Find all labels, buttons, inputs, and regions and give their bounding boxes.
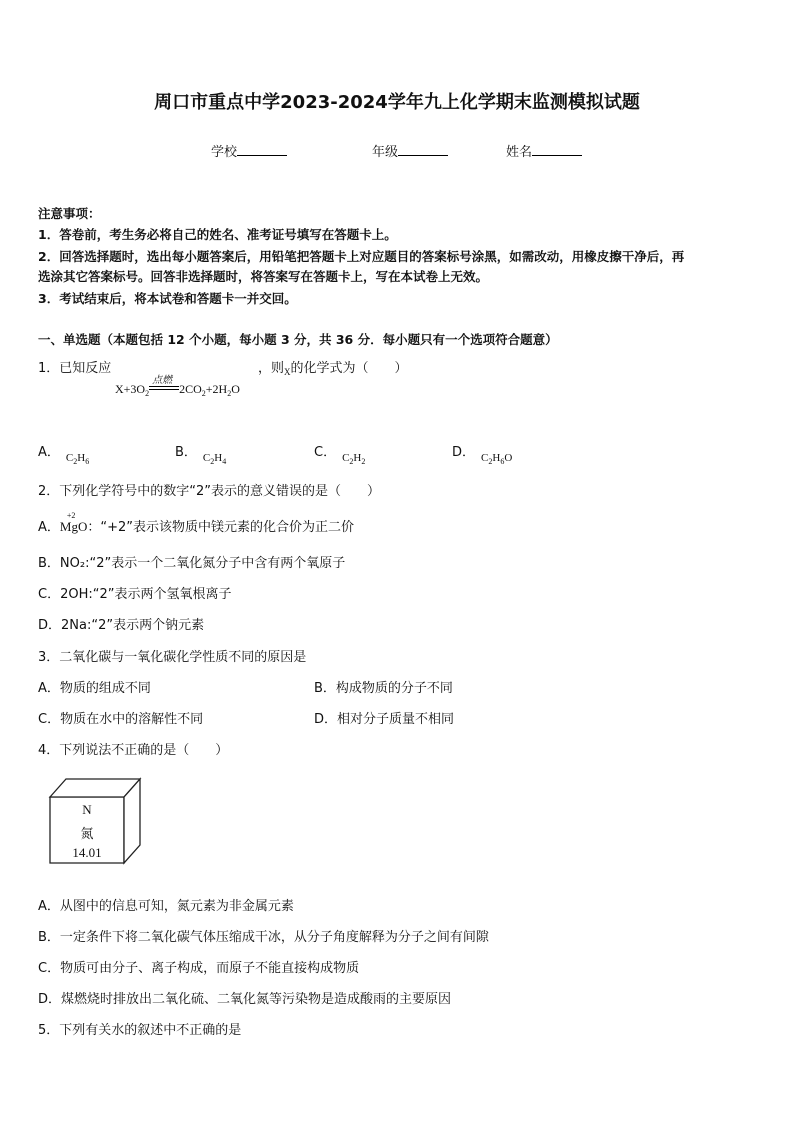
- q1-c-label: C．: [314, 445, 337, 460]
- q4-option-d[interactable]: D．煤燃烧时排放出二氧化硫、二氧化氮等污染物是造成酸雨的主要原因: [38, 992, 452, 1007]
- q4-option-a[interactable]: A．从图中的信息可知，氮元素为非金属元素: [38, 899, 294, 914]
- q1-c-h-sub: 2: [361, 457, 366, 466]
- q2-option-b[interactable]: B．NO₂:“2”表示一个二氧化氮分子中含有两个氧原子: [38, 556, 346, 571]
- element-name: 氮: [80, 827, 94, 842]
- question-1-stem-start: 1．已知反应: [38, 361, 112, 376]
- q1-a-h: H: [77, 452, 86, 464]
- notice-item-2-cont: 选涂其它答案标号。回答非选择题时，将答案写在答题卡上，写在本试卷上无效。: [38, 269, 489, 284]
- grade-label: 年级: [372, 145, 399, 160]
- q2-a-mgo: MgO: [59, 519, 88, 534]
- grade-blank[interactable]: [398, 143, 448, 156]
- eq-sub-h2o: 2: [227, 389, 232, 398]
- eq-h2: +2H: [205, 382, 228, 396]
- q1-b-formula: [203, 452, 226, 464]
- q1-a-formula: [66, 452, 89, 464]
- q2-a-valence: +2: [66, 511, 76, 520]
- q4-option-c[interactable]: C．物质可由分子、离子构成，而原子不能直接构成物质: [38, 961, 360, 976]
- q1-d-label: D．: [452, 445, 476, 460]
- q1-a-c-sub: 2: [73, 457, 78, 466]
- q1-b-c-sub: 2: [210, 457, 215, 466]
- q3-option-c[interactable]: C．物质在水中的溶解性不同: [38, 712, 204, 727]
- school-field: [211, 141, 287, 160]
- school-blank[interactable]: [237, 143, 287, 156]
- question-5-stem: 5．下列有关水的叙述中不正确的是: [38, 1023, 242, 1038]
- q1-c-c-sub: 2: [349, 457, 354, 466]
- eq-sub-o2: 2: [145, 389, 150, 398]
- q1-d-c-sub: 2: [488, 457, 493, 466]
- eq-sub-co2: 2: [201, 389, 206, 398]
- q2-option-a[interactable]: [38, 511, 354, 535]
- element-symbol: N: [82, 802, 92, 817]
- q1-a-h-sub: 6: [85, 457, 90, 466]
- q1-option-c[interactable]: [314, 441, 366, 466]
- q1-a-label: A．: [38, 445, 60, 460]
- eq-condition: 点燃: [152, 375, 173, 386]
- eq-o: O: [231, 382, 240, 396]
- name-blank[interactable]: [532, 143, 582, 156]
- question-1-stem-end: [258, 357, 408, 377]
- q1-c-formula: [342, 452, 365, 464]
- q1-b-c: C: [202, 452, 211, 464]
- notice-heading: 注意事项：: [38, 206, 101, 221]
- eq-left: X+3O: [115, 382, 146, 396]
- question-2-stem: 2．下列化学符号中的数字“2”表示的意义错误的是（ ）: [38, 484, 381, 499]
- q2-a-text: ：“+2”表示该物质中镁元素的化合价为正二价: [87, 520, 354, 535]
- q1-d-formula: [481, 452, 512, 464]
- question-4-stem: 4．下列说法不正确的是（ ）: [38, 743, 229, 758]
- q1-option-b[interactable]: [175, 441, 227, 466]
- q1-d-h-sub: 6: [500, 457, 505, 466]
- school-label: 学校: [211, 145, 238, 160]
- section-heading: 一、单选题（本题包括 12 个小题，每小题 3 分，共 36 分．每小题只有一个选项符合题意）: [38, 332, 558, 347]
- q3-option-d[interactable]: D．相对分子质量不相同: [314, 712, 455, 727]
- q1-option-a[interactable]: [38, 441, 90, 466]
- q3-option-a[interactable]: A．物质的组成不同: [38, 681, 151, 696]
- q1-b-h-sub: 4: [222, 457, 227, 466]
- q1-ask: 的化学式为（ ）: [290, 361, 408, 376]
- q2-option-c[interactable]: C．2OH:“2”表示两个氢氧根离子: [38, 587, 232, 602]
- notice-item-3: 3．考试结束后，将本试卷和答题卡一并交回。: [38, 291, 297, 306]
- notice-item-1: 1．答卷前，考生务必将自己的姓名、准考证号填写在答题卡上。: [38, 227, 397, 242]
- q2-a-formula: [59, 511, 88, 535]
- q1-b-h: H: [214, 452, 223, 464]
- q1-b-label: B．: [175, 445, 197, 460]
- question-3-stem: 3．二氧化碳与一氧化碳化学性质不同的原因是: [38, 650, 307, 665]
- q4-option-b[interactable]: B．一定条件下将二氧化碳气体压缩成干冰，从分子角度解释为分子之间有间隙: [38, 930, 489, 945]
- page-title: 周口市重点中学2023-2024学年九上化学期末监测模拟试题: [154, 92, 640, 113]
- q2-a-label: A．: [38, 520, 60, 535]
- q1-option-d[interactable]: [452, 441, 513, 466]
- q1-x-var: X: [284, 367, 291, 377]
- q1-c-c: C: [342, 452, 350, 464]
- name-label: 姓名: [506, 145, 533, 160]
- reaction-equation: [115, 375, 240, 398]
- q1-d-o: O: [504, 452, 513, 464]
- q2-option-d[interactable]: D．2Na:“2”表示两个钠元素: [38, 618, 205, 633]
- element-mass: 14.01: [72, 845, 102, 860]
- grade-field: [372, 141, 448, 160]
- eq-arrow: [149, 375, 179, 393]
- notice-item-2: 2．回答选择题时，选出每小题答案后，用铅笔把答题卡上对应题目的答案标号涂黑，如需改动，用橡皮擦干净后，再: [38, 249, 685, 264]
- q1-then: ，则: [258, 361, 285, 376]
- eq-co2: 2CO: [179, 382, 202, 396]
- q1-d-h: H: [492, 452, 501, 464]
- q1-c-h: H: [353, 452, 362, 464]
- q1-d-c: C: [481, 452, 489, 464]
- q3-option-b[interactable]: B．构成物质的分子不同: [314, 681, 453, 696]
- element-cube-figure: [48, 775, 143, 867]
- name-field: [506, 141, 582, 160]
- q1-a-c: C: [65, 452, 74, 464]
